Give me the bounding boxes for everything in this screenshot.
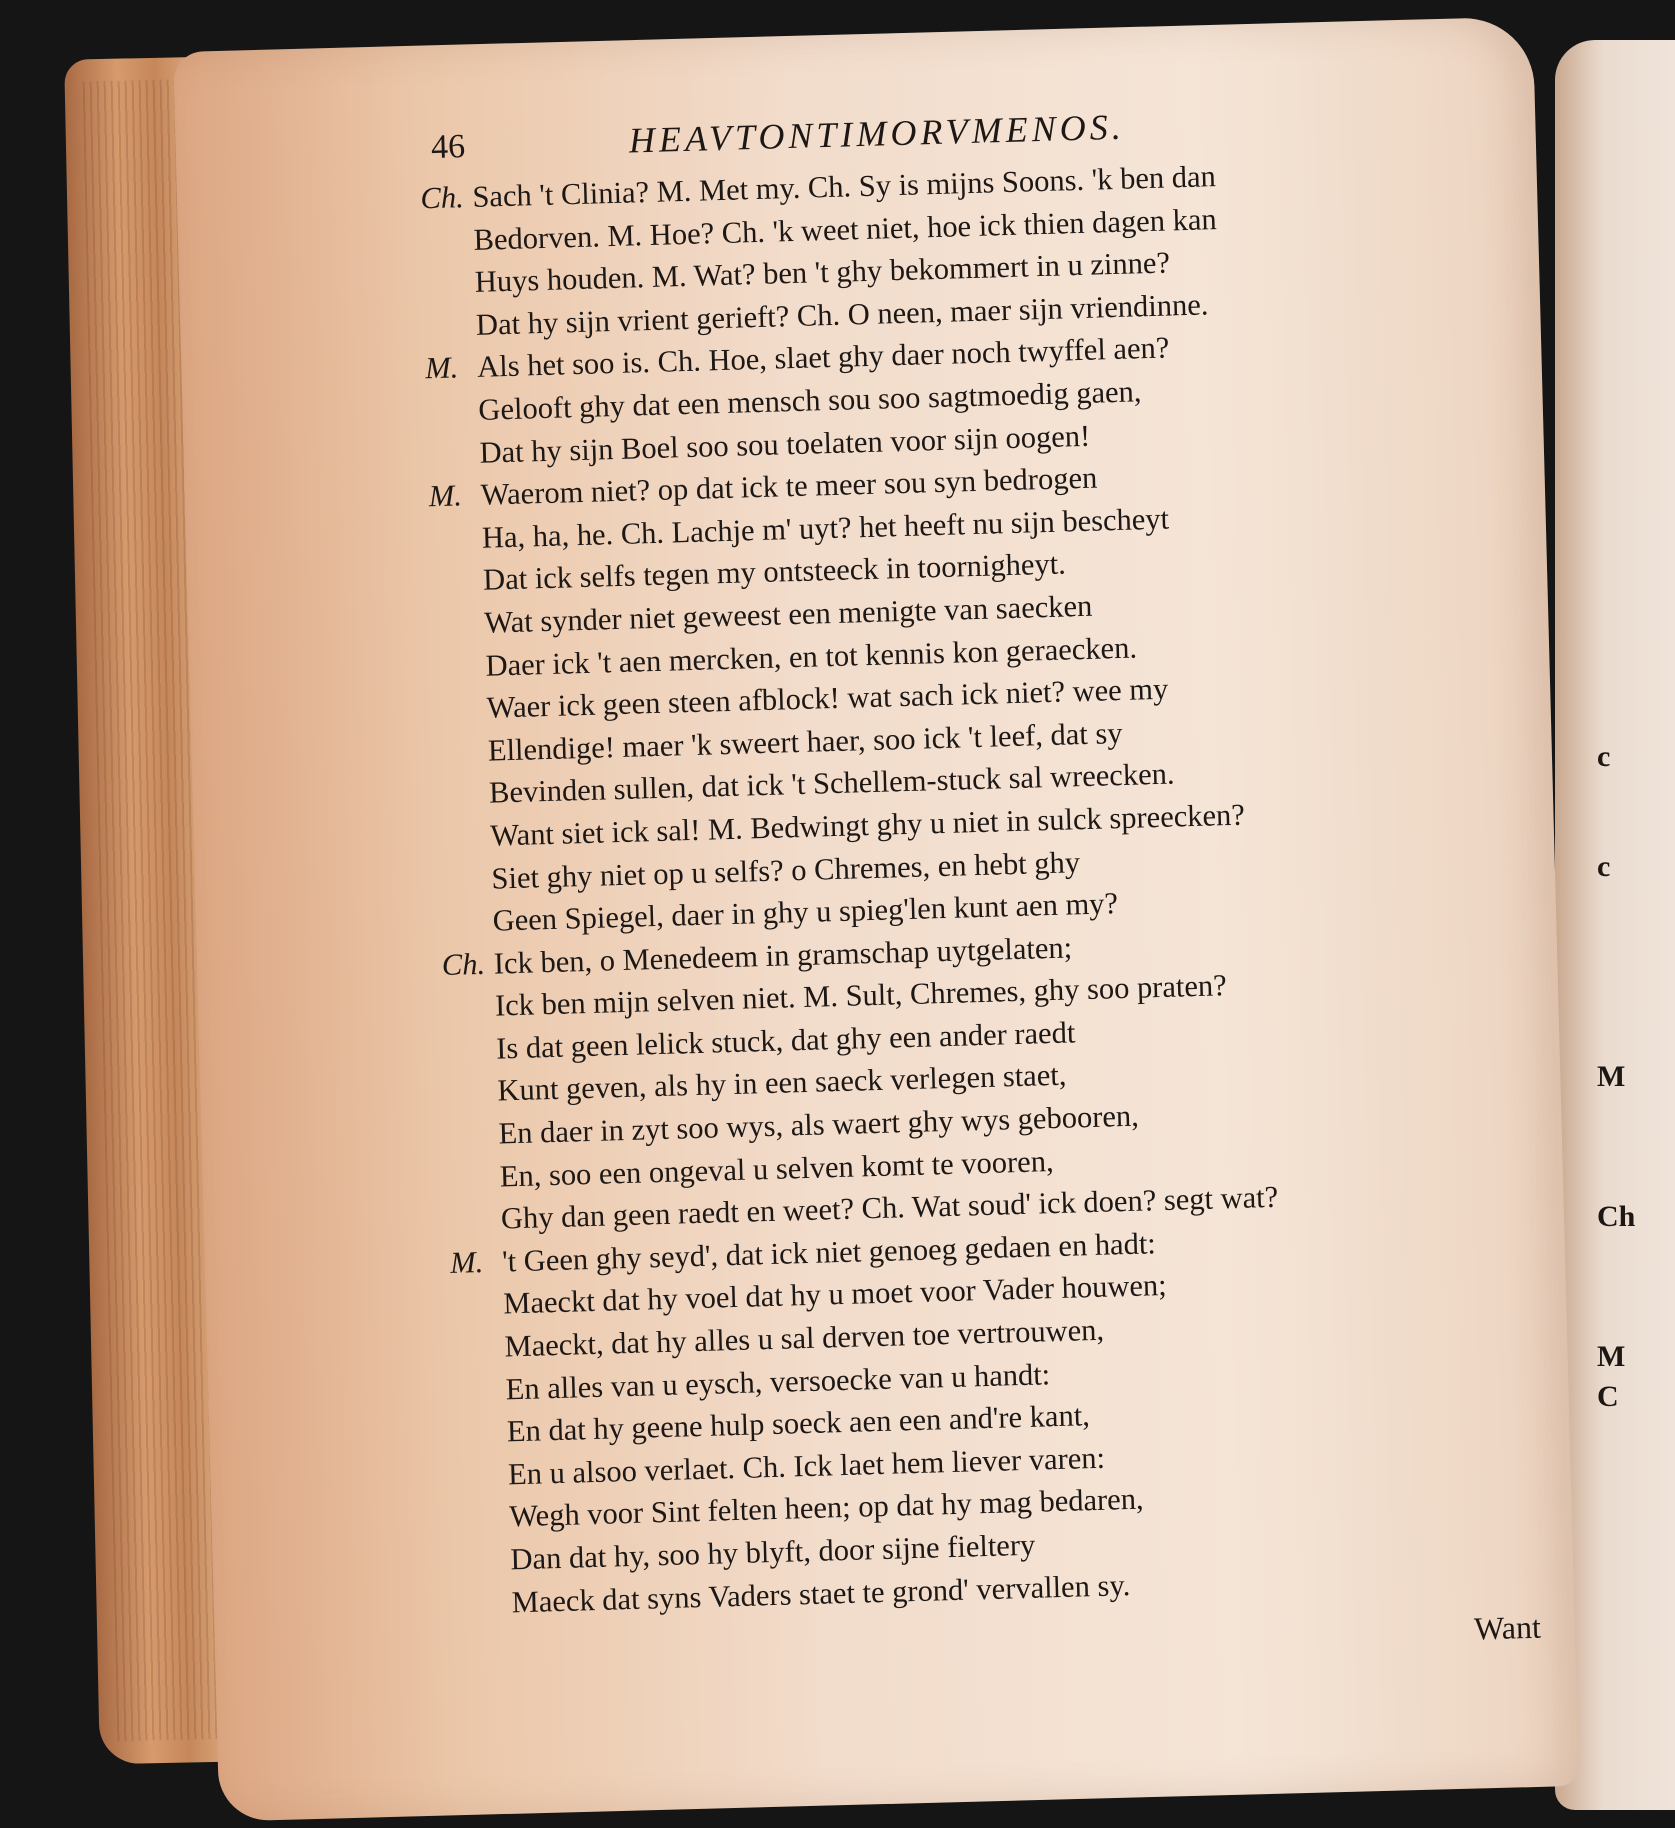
verse-text: Bevinden sullen, dat ick 't Schellem-stuck sal wreecken. — [488, 756, 1175, 810]
page-text-block — [418, 95, 1541, 1685]
verse-text: Dat hy sijn vrient gerieft? Ch. O neen, maer sijn vriendinne. — [475, 287, 1209, 342]
verse-text: Ha, ha, he. Ch. Lachje m' uyt? het heeft nu sijn bescheyt — [481, 501, 1170, 555]
facing-page-fragment: M — [1597, 1340, 1626, 1373]
verse-text: En u alsoo verlaet. Ch. Ick laet hem liever varen: — [507, 1440, 1106, 1492]
verse-text: Waer ick geen steen afblock! wat sach ick niet? wee my — [486, 671, 1169, 725]
page-number: 46 — [430, 128, 466, 167]
catchword: Want — [1473, 1608, 1542, 1647]
verse-text: Huys houden. M. Wat? ben 't ghy bekommert in u zinne? — [474, 245, 1171, 300]
verse-text: Ellendige! maer 'k sweert haer, soo ick 't leef, dat sy — [487, 715, 1123, 768]
verse-text: En dat hy geene hulp soeck aen een and're kant, — [506, 1398, 1091, 1449]
verse-text: Dat ick selfs tegen my ontsteeck in toornigheyt. — [482, 546, 1067, 598]
verse-text: Als het soo is. Ch. Hoe, slaet ghy daer noch twyffel aen? — [476, 330, 1170, 385]
verse-lines — [420, 147, 1540, 1625]
verse-text: Daer ick 't aen mercken, en tot kennis kon geraecken. — [485, 630, 1138, 683]
verse-text: Want siet ick sal! M. Bedwingt ghy u niet in sulck spreecken? — [489, 797, 1246, 853]
facing-page-fragment: Ch — [1597, 1200, 1636, 1233]
verse-text: En daer in zyt soo wys, als waert ghy wys gebooren, — [498, 1098, 1140, 1151]
verse-text: Dat hy sijn Boel soo sou toelaten voor sijn oogen! — [479, 418, 1091, 470]
verse-text: Ick ben mijn selven niet. M. Sult, Chremes, ghy soo praten? — [494, 968, 1228, 1023]
verse-text: Waerom niet? op dat ick te meer sou syn bedrogen — [480, 460, 1098, 512]
speaker-label: M. — [449, 1244, 484, 1280]
speaker-label: M. — [424, 350, 459, 386]
verse-text: Dan dat hy, soo hy blyft, door sijne fieltery — [510, 1527, 1036, 1577]
verse-text: Siet ghy niet op u selfs? o Chremes, en hebt ghy — [491, 844, 1081, 896]
verse-text: 't Geen ghy seyd', dat ick niet genoeg gedaen en hadt: — [501, 1226, 1157, 1279]
verse-text: Wegh voor Sint felten heen; op dat hy mag bedaren, — [508, 1482, 1145, 1534]
verse-text: Wat synder niet geweest een menigte van saecken — [483, 588, 1093, 640]
verse-text: Sach 't Clinia? M. Met my. Ch. Sy is mijns Soons. 'k ben dan — [471, 159, 1217, 214]
facing-page-fragment: M — [1597, 1060, 1626, 1093]
verse-text: Maeck dat syns Vaders staet te grond' vervallen sy. — [511, 1567, 1131, 1619]
verse-text: Gelooft ghy dat een mensch sou soo sagtmoedig gaen, — [477, 374, 1142, 427]
verse-text: Maeckt, dat hy alles u sal derven toe vertrouwen, — [504, 1312, 1105, 1364]
facing-page-fragment: c — [1597, 850, 1611, 883]
verse-text: Ghy dan geen raedt en weet? Ch. Wat soud' ick doen? segt wat? — [500, 1180, 1279, 1236]
speaker-label: Ch. — [419, 180, 465, 216]
verse-text: Ick ben, o Menedeem in gramschap uytgelaten; — [493, 930, 1073, 981]
verse-text: Kunt geven, als hy in een saeck verlegen staet, — [496, 1058, 1067, 1109]
running-title: HEAVTONTIMORVMENOS. — [628, 106, 1126, 161]
verse-text: Geen Spiegel, daer in ghy u spieg'len kunt aen my? — [492, 886, 1119, 938]
facing-page-fragment: c — [1597, 740, 1611, 773]
facing-page-fragment: C — [1597, 1380, 1619, 1413]
facing-page-edge — [1555, 40, 1675, 1810]
verse-text: En alles van u eysch, versoecke van u handt: — [505, 1356, 1051, 1407]
verse-text: En, soo een ongeval u selven komt te vooren, — [499, 1143, 1055, 1194]
verse-text: Maeckt dat hy voel dat hy u moet voor Vader houwen; — [502, 1268, 1168, 1321]
verse-text: Is dat geen lelick stuck, dat ghy een ander raedt — [495, 1015, 1076, 1066]
speaker-label: M. — [428, 478, 463, 514]
speaker-label: Ch. — [441, 946, 486, 982]
verse-text: Bedorven. M. Hoe? Ch. 'k weet niet, hoe ick thien dagen kan — [473, 201, 1218, 257]
